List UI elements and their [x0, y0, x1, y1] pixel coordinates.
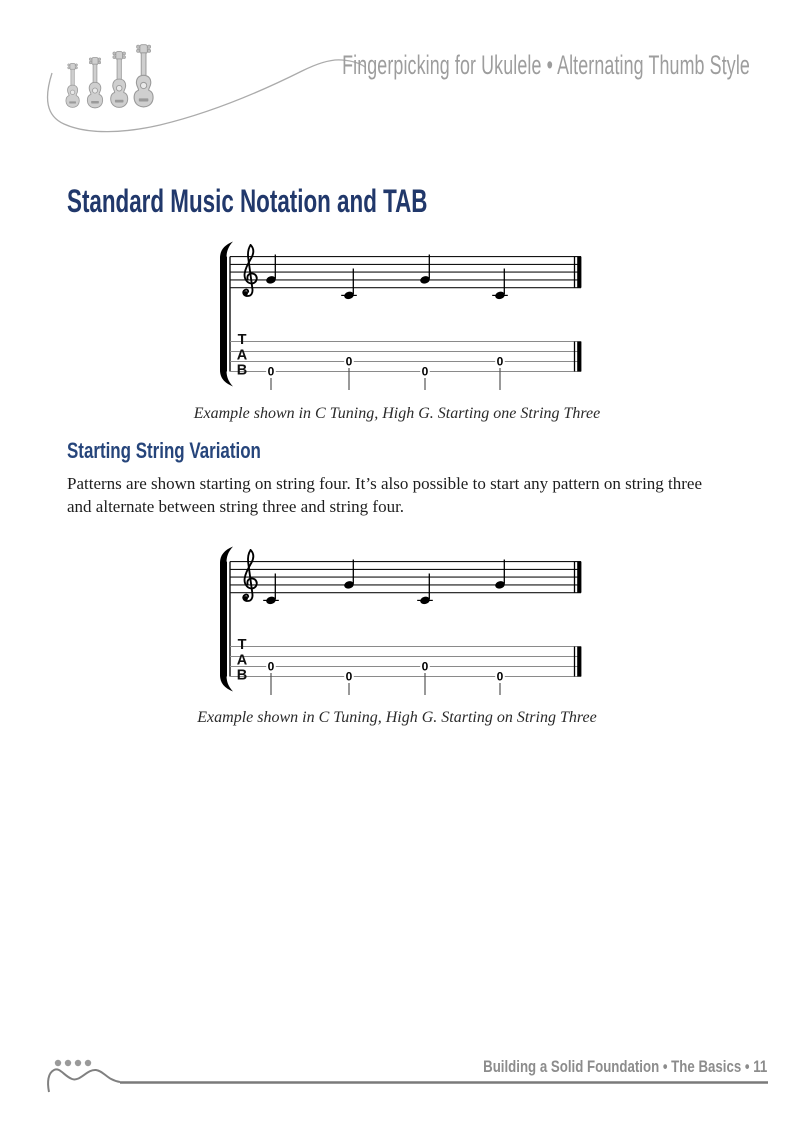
svg-text:B: B [236, 667, 248, 684]
body-paragraph [67, 472, 747, 518]
svg-text:0: 0 [421, 364, 429, 379]
svg-text:A: A [236, 347, 248, 364]
svg-text:0: 0 [421, 659, 429, 674]
footer-page-info: Building a Solid Foundation • The Basics • 11 [482, 1057, 767, 1076]
svg-text:A: A [236, 652, 248, 669]
svg-text:0: 0 [496, 669, 504, 684]
section-subheading: Starting String Variation [67, 438, 261, 463]
example-2-caption: Example shown in C Tuning, High G. Starting on String Three [197, 709, 597, 726]
header-logo-ukuleles-icon [0, 0, 794, 165]
svg-text:B: B [236, 362, 248, 379]
svg-text:0: 0 [496, 354, 504, 369]
footer-ukulele-outline-icon [0, 1040, 794, 1123]
svg-text:T: T [237, 332, 247, 348]
running-header-title: Fingerpicking for Ukulele • Alternating Thumb Style [342, 50, 750, 80]
footer-body-curve [48, 1069, 120, 1092]
page-title: Standard Music Notation and TAB [67, 183, 428, 219]
svg-text:0: 0 [345, 354, 353, 369]
body-line-1: Patterns are shown starting on string four. It’s also possible to start any pattern on string three [67, 474, 703, 493]
svg-text:0: 0 [267, 364, 275, 379]
svg-text:T: T [237, 637, 247, 653]
music-example-1 [200, 237, 585, 402]
body-line-2: and alternate between string three and string four. [67, 497, 405, 516]
svg-text:0: 0 [345, 669, 353, 684]
music-example-2 [200, 542, 585, 707]
music-system-notation-and-tab-2 [200, 542, 585, 707]
example-1-caption: Example shown in C Tuning, High G. Starting one String Three [193, 405, 601, 422]
music-system-notation-and-tab-1 [200, 237, 585, 402]
svg-text:0: 0 [267, 659, 275, 674]
